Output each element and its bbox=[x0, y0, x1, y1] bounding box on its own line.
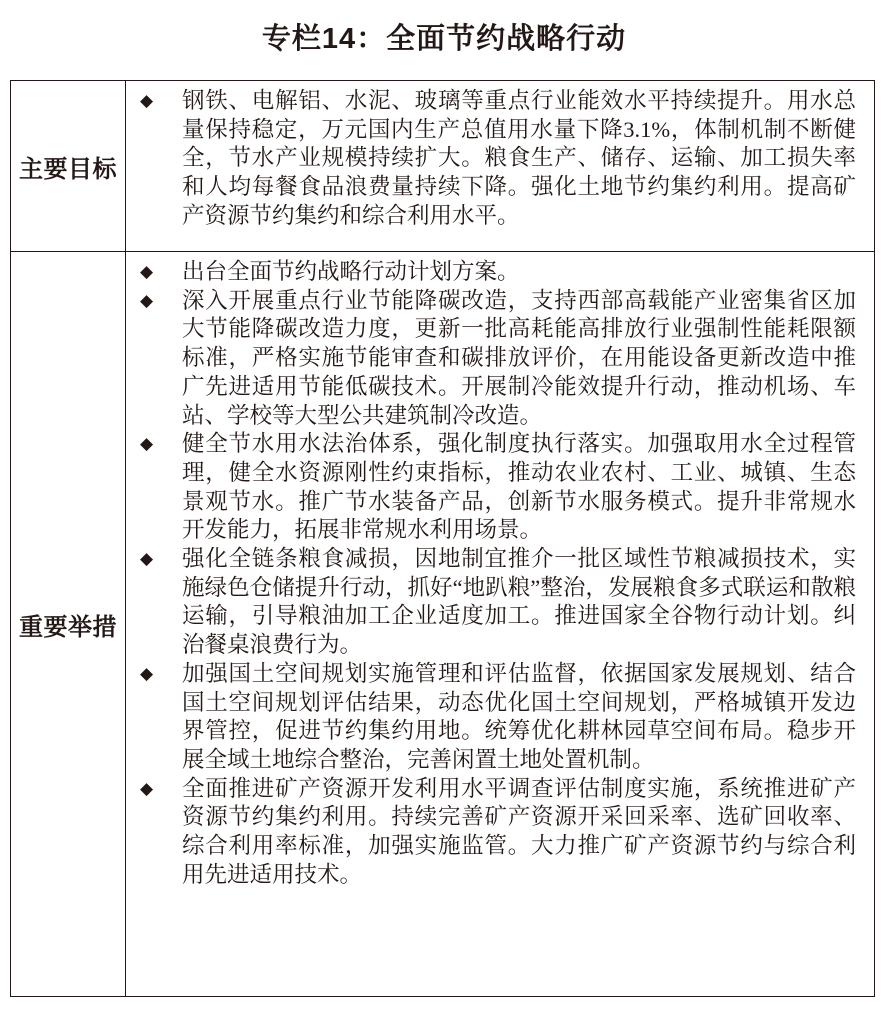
box-title: 专栏14：全面节约战略行动 bbox=[261, 23, 627, 55]
diamond-bullet-icon: ◆ bbox=[140, 549, 154, 569]
diamond-bullet-icon: ◆ bbox=[140, 434, 154, 454]
list-item bbox=[140, 258, 856, 287]
measure-item-text: 深入开展重点行业节能降碳改造，支持西部高载能产业密集省区加大节能降碳改造力度，更新一批高耗能高排放行业强制性能耗限额标准，严格实施节能审查和碳排放评价，在用能设备更新改造中推广先进适用节能低碳技术。开展制冷能效提升行动，推动机场、车站、学校等大型公共建筑制冷改造。 bbox=[182, 287, 856, 428]
measure-item-text: 加强国土空间规划实施管理和评估监督，依据国家发展规划、结合国土空间规划评估结果，动态优化国土空间规划，严格城镇开发边界管控，促进节约集约用地。统筹优化耕林园草空间布局。稳步开展全域土地综合整治，完善闲置土地处置机制。 bbox=[182, 660, 856, 772]
diamond-bullet-icon: ◆ bbox=[140, 663, 154, 683]
list-item bbox=[140, 430, 856, 545]
strategy-box-table bbox=[10, 80, 875, 997]
diamond-bullet-icon: ◆ bbox=[140, 262, 154, 281]
measure-item-text: 全面推进矿产资源开发利用水平调查评估制度实施，系统推进矿产资源节约集约利用。持续完善矿产资源开采回采率、选矿回收率、综合利用率标准，加强实施监管。大力推广矿产资源节约与综合利用先进适用技术。 bbox=[182, 775, 856, 887]
table-row-key-measures bbox=[11, 252, 874, 996]
list-item bbox=[140, 87, 856, 231]
goal-item-text: 钢铁、电解铝、水泥、玻璃等重点行业能效水平持续提升。用水总量保持稳定，万元国内生产总值用水量下降3.1%，体制机制不断健全，节水产业规模持续扩大。粮食生产、储存、运输、加工损失率和人均每餐食品浪费量持续下降。强化土地节约集约利用。提高矿产资源节约集约和综合利用水平。 bbox=[182, 88, 856, 228]
diamond-bullet-icon: ◆ bbox=[140, 290, 154, 310]
list-item bbox=[140, 775, 856, 890]
measure-item-text: 健全节水用水法治体系，强化制度执行落实。加强取用水全过程管理，健全水资源刚性约束指标，推动农业农村、工业、城镇、生态景观节水。推广节水装备产品，创新节水服务模式。提升非常规水开发能力，拓展非常规水利用场景。 bbox=[182, 431, 856, 543]
measure-item-text: 出台全面节约战略行动计划方案。 bbox=[182, 259, 520, 284]
measure-item-text: 强化全链条粮食减损，因地制宜推介一批区域性节粮减损技术，实施绿色仓储提升行动，抓好“地趴粮”整治，发展粮食多式联运和散粮运输，引导粮油加工企业适度加工。推进国家全谷物行动计划。纠治餐桌浪费行为。 bbox=[182, 546, 856, 658]
row-content-main-goals bbox=[126, 81, 874, 251]
row-label-main-goals: 主要目标 bbox=[11, 81, 126, 251]
list-item bbox=[140, 660, 856, 775]
list-item bbox=[140, 545, 856, 660]
diamond-bullet-icon: ◆ bbox=[140, 778, 154, 798]
table-row-main-goals bbox=[11, 81, 874, 252]
diamond-bullet-icon: ◆ bbox=[140, 91, 154, 110]
row-content-key-measures bbox=[126, 252, 874, 996]
row-label-key-measures: 重要举措 bbox=[11, 252, 126, 996]
list-item bbox=[140, 287, 856, 431]
